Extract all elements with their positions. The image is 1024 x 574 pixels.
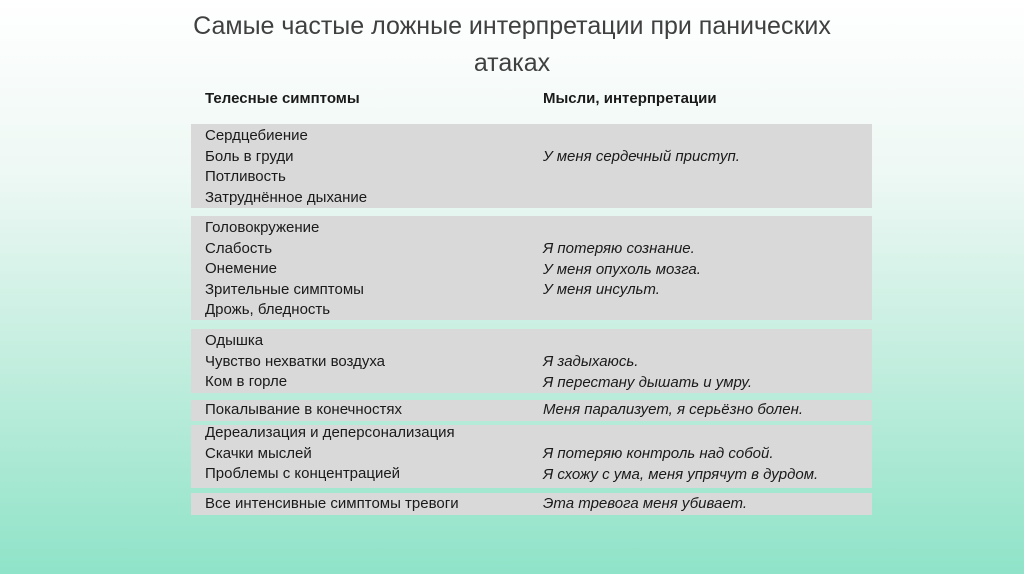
symptom-item: Чувство нехватки воздуха (205, 352, 386, 370)
symptom-item: Сердцебиение (205, 127, 308, 144)
symptom-item: Головокружение (205, 219, 320, 236)
symptom-item: Зрительные симптомы (205, 280, 364, 298)
title-line-1: Самые частые ложные интерпретации при панических (193, 12, 831, 40)
symptoms-cell (205, 126, 367, 208)
thoughts-cell (543, 352, 752, 393)
table-row (191, 124, 872, 208)
symptoms-cell (205, 218, 364, 321)
thoughts-cell (543, 444, 818, 485)
symptom-item: Затруднённое дыхание (205, 188, 368, 206)
symptom-item: Покалывание в конечностях (205, 401, 402, 418)
column-header-symptoms: Телесные симптомы (205, 90, 360, 107)
symptom-item: Проблемы с концентрацией (205, 465, 401, 482)
table-row (191, 329, 872, 393)
table-row (191, 425, 872, 488)
table-row (191, 493, 872, 515)
thoughts-cell (543, 239, 701, 301)
symptom-item: Онемение (205, 260, 277, 277)
symptom-item: Одышка (205, 332, 264, 349)
thoughts-cell (543, 147, 740, 168)
thought-item: У меня сердечный приступ. (543, 148, 740, 165)
thought-item: У меня опухоль мозга. (543, 260, 701, 278)
thought-item: У меня инсульт. (543, 281, 660, 298)
thoughts-cell (543, 400, 803, 421)
thought-item: Эта тревога меня убивает. (543, 495, 748, 512)
thought-item: Я схожу с ума, меня упрячут в дурдом. (543, 465, 819, 483)
symptom-item: Скачки мыслей (205, 444, 312, 462)
table-row (191, 216, 872, 320)
title-line-2: атаках (473, 49, 551, 77)
thought-item: Меня парализует, я серьёзно болен. (543, 401, 804, 418)
symptom-item: Дереализация и деперсонализация (205, 424, 455, 441)
symptom-item: Потливость (205, 168, 286, 185)
symptom-item: Слабость (205, 239, 273, 257)
symptoms-cell (205, 331, 385, 393)
symptom-item: Ком в горле (205, 373, 288, 390)
thought-item: Я потеряю сознание. (543, 240, 695, 257)
thought-item: Я задыхаюсь. (543, 353, 639, 370)
thought-item: Я перестану дышать и умру. (543, 373, 753, 391)
slide-title (120, 8, 904, 82)
column-header-thoughts: Мысли, интерпретации (543, 90, 717, 107)
symptom-item: Дрожь, бледность (205, 301, 331, 318)
thoughts-cell (543, 494, 747, 515)
table-row (191, 400, 872, 421)
thought-item: Я потеряю контроль над собой. (543, 445, 774, 462)
symptom-item: Все интенсивные симптомы тревоги (205, 495, 459, 512)
symptoms-cell (205, 400, 402, 421)
symptoms-cell (205, 423, 455, 485)
symptom-item: Боль в груди (205, 147, 294, 165)
symptoms-cell (205, 494, 459, 515)
